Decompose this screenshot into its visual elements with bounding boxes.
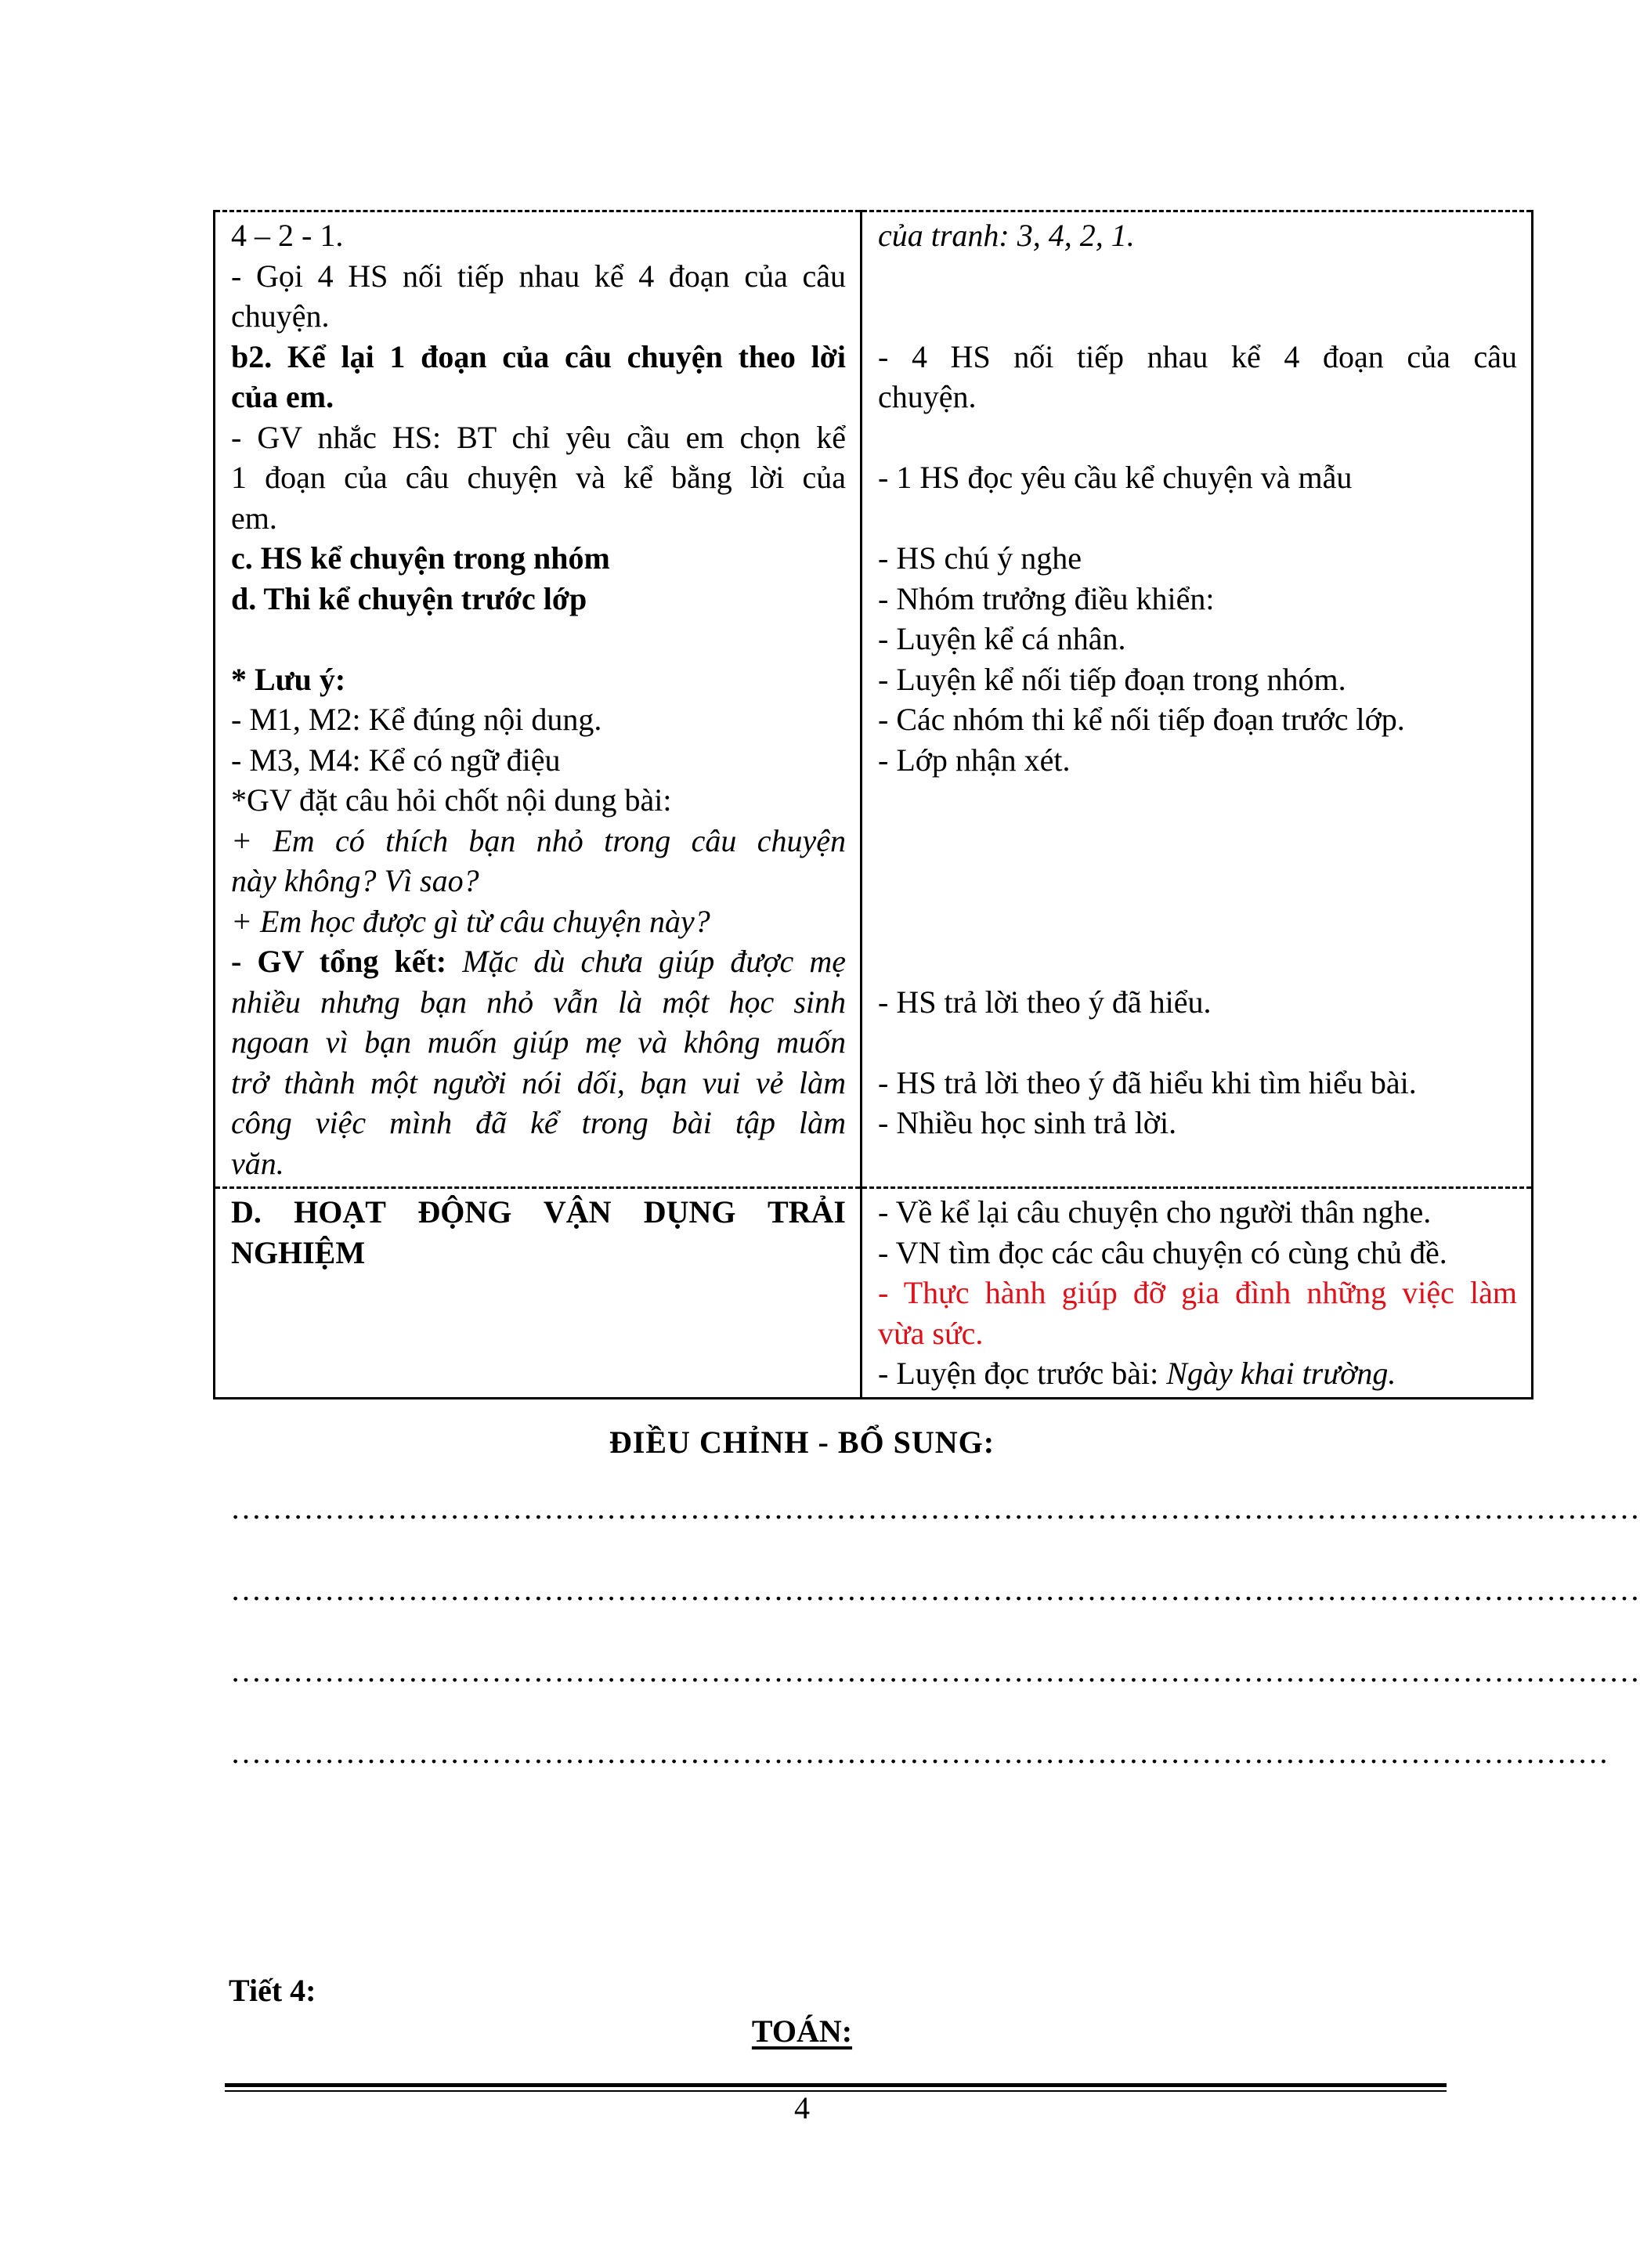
- summary-line: văn.: [231, 1145, 284, 1181]
- spacer: [878, 821, 1517, 861]
- spacer: [878, 941, 1517, 982]
- spacer: [878, 256, 1517, 297]
- section-heading: NGHIỆM: [231, 1234, 366, 1270]
- text-line: *GV đặt câu hỏi chốt nội dung bài:: [231, 782, 672, 818]
- text-line: - HS chú ý nghe: [878, 540, 1082, 576]
- summary-line: công việc mình đã kể trong bài tập làm: [231, 1105, 846, 1140]
- summary-line: ngoan vì bạn muốn giúp mẹ và không muốn: [231, 1024, 846, 1060]
- period-label: Tiết 4:: [229, 1973, 316, 2008]
- text-line: - M3, M4: Kể có ngữ điệu: [231, 742, 561, 778]
- text-line: - Luyện kể nối tiếp đoạn trong nhóm.: [878, 661, 1346, 697]
- spacer: [231, 619, 846, 659]
- activity-title-cell: [215, 1188, 862, 1399]
- spacer: [878, 1022, 1517, 1063]
- summary-label: - GV tổng kết:: [231, 944, 447, 979]
- text-line: chuyện.: [231, 298, 330, 334]
- text-line: 1 đoạn của câu chuyện và kể bằng lời của: [231, 460, 846, 495]
- page-number: 4: [794, 2090, 810, 2125]
- spacer: [878, 901, 1517, 942]
- table-row: [215, 1188, 1533, 1399]
- spacer: [878, 296, 1517, 337]
- footer-rule: [225, 2083, 1447, 2087]
- note-heading: * Lưu ý:: [231, 661, 346, 697]
- text-span: - Luyện đọc trước bài:: [878, 1356, 1167, 1391]
- text-line: - Các nhóm thi kể nối tiếp đoạn trước lớp.: [878, 702, 1405, 737]
- text-line: - Gọi 4 HS nối tiếp nhau kể 4 đoạn của câu: [231, 258, 846, 294]
- activity-detail-cell: [862, 1188, 1533, 1399]
- section-heading: d. Thi kể chuyện trước lớp: [231, 580, 587, 616]
- text-line: chuyện.: [878, 379, 977, 414]
- text-line: - 4 HS nối tiếp nhau kể 4 đoạn của câu: [878, 338, 1517, 374]
- text-line: - Về kể lại câu chuyện cho người thân nghe.: [878, 1194, 1432, 1230]
- text-line: 4 – 2 - 1.: [231, 218, 344, 253]
- teacher-activities-cell: [215, 211, 862, 1188]
- summary-line: trở thành một người nói dối, bạn vui vẻ làm: [231, 1064, 846, 1100]
- spacer: [878, 861, 1517, 901]
- text-line: - GV nhắc HS: BT chỉ yêu cầu em chọn kể: [231, 419, 846, 455]
- spacer: [878, 498, 1517, 539]
- text-line: - Nhiều học sinh trả lời.: [878, 1105, 1177, 1140]
- text-line: - HS trả lời theo ý đã hiểu khi tìm hiểu bài.: [878, 1064, 1417, 1100]
- question-line: + Em học được gì từ câu chuyện này?: [231, 903, 710, 939]
- section-heading: của em.: [231, 379, 334, 414]
- adjustment-heading: ĐIỀU CHỈNH - BỔ SUNG:: [609, 1425, 995, 1460]
- spacer: [878, 417, 1517, 458]
- spacer: [878, 780, 1517, 821]
- text-line: - Nhóm trưởng điều khiển:: [878, 580, 1215, 616]
- subject-label: TOÁN:: [751, 2013, 853, 2049]
- text-line: - Lớp nhận xét.: [878, 742, 1071, 778]
- text-line: [878, 1353, 1517, 1394]
- summary-line: nhiều nhưng bạn nhỏ vẫn là một học sinh: [231, 984, 846, 1020]
- text-line: - 1 HS đọc yêu cầu kể chuyện và mẫu: [878, 460, 1353, 495]
- highlight-line: vừa sức.: [878, 1315, 984, 1351]
- question-line: này không? Vì sao?: [231, 863, 479, 898]
- table-row: [215, 211, 1533, 1188]
- lesson-title: Ngày khai trường.: [1166, 1356, 1396, 1391]
- dotted-line: ………………………………………………………………………………………………………………………: [230, 1653, 1640, 1688]
- summary-text: Mặc dù chưa giúp được mẹ: [446, 944, 846, 979]
- dotted-line: ……………………………………………………………………………………………………………………: [230, 1735, 1609, 1770]
- question-line: + Em có thích bạn nhỏ trong câu chuyện: [231, 822, 846, 858]
- student-activities-cell: [862, 211, 1533, 1188]
- text-line: - M1, M2: Kể đúng nội dung.: [231, 702, 602, 737]
- summary-line: [231, 941, 846, 982]
- section-heading: b2. Kể lại 1 đoạn của câu chuyện theo lời: [231, 338, 846, 374]
- section-heading: c. HS kể chuyện trong nhóm: [231, 540, 610, 576]
- text-line: - VN tìm đọc các câu chuyện có cùng chủ đề.: [878, 1234, 1447, 1270]
- text-line: - Luyện kể cá nhân.: [878, 621, 1126, 656]
- dotted-line: ………………………………………………………………………………………………………………………: [230, 1572, 1640, 1607]
- lesson-plan-table: [213, 210, 1533, 1399]
- highlight-line: - Thực hành giúp đỡ gia đình những việc làm: [878, 1275, 1517, 1310]
- text-line: của tranh: 3, 4, 2, 1.: [878, 218, 1135, 253]
- text-line: - HS trả lời theo ý đã hiểu.: [878, 984, 1212, 1020]
- dotted-line: ………………………………………………………………………………………………………………………: [230, 1490, 1640, 1526]
- text-line: em.: [231, 500, 277, 536]
- section-heading: D. HOẠT ĐỘNG VẬN DỤNG TRẢI: [231, 1194, 846, 1230]
- subject-title: [0, 2013, 1604, 2050]
